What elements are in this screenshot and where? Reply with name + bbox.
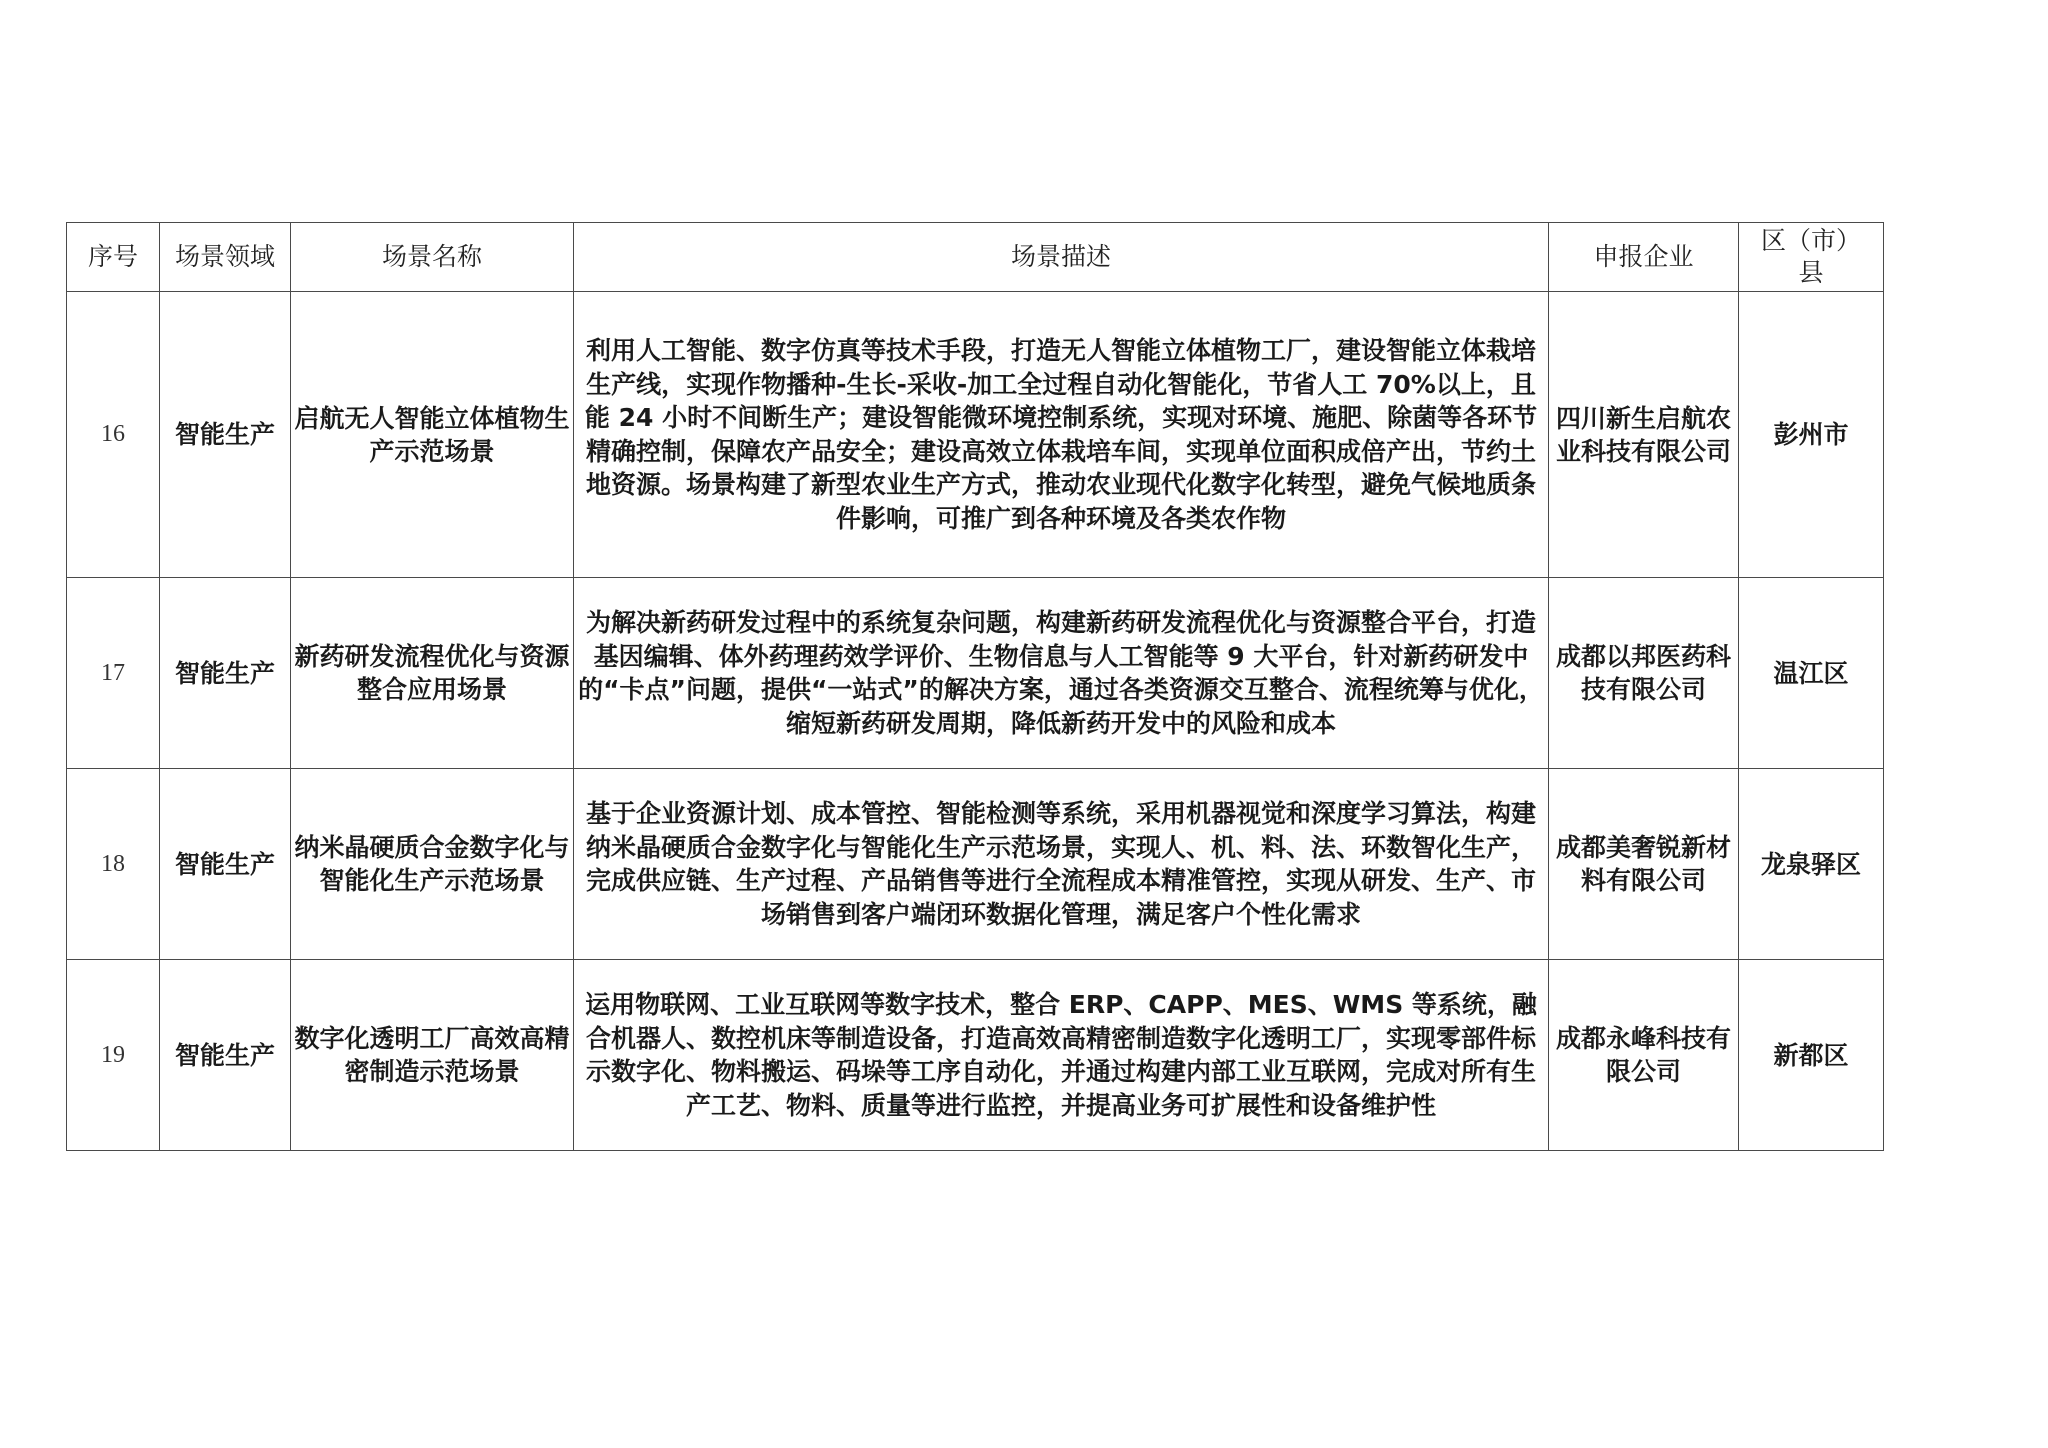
scene-domain: 智能生产 [160, 578, 291, 769]
scene-description: 为解决新药研发过程中的系统复杂问题，构建新药研发流程优化与资源整合平台，打造基因编辑、体外药理药效学评价、生物信息与人工智能等 9 大平台，针对新药研发中的“卡点”问题，提供“一站式”的解决方案，通过各类资源交互整合、流程统筹与优化，缩短新药研发周期，降低新药开发中的风险和成本 [574, 578, 1549, 769]
scene-domain: 智能生产 [160, 960, 291, 1151]
scene-description: 利用人工智能、数字仿真等技术手段，打造无人智能立体植物工厂，建设智能立体栽培生产线，实现作物播种-生长-采收-加工全过程自动化智能化，节省人工 70%以上，且能 24 小时不间断生产；建设智能微环境控制系统，实现对环境、施肥、除菌等各环节精确控制，保障农产品安全；建设高效立体栽培车间，实现单位面积成倍产出，节约土地资源。场景构建了新型农业生产方式，推动农业现代化数字化转型，避免气候地质条件影响，可推广到各种环境及各类农作物 [574, 292, 1549, 578]
district: 龙泉驿区 [1739, 769, 1884, 960]
header-company: 申报企业 [1549, 223, 1739, 292]
header-no: 序号 [67, 223, 160, 292]
district: 彭州市 [1739, 292, 1884, 578]
row-number: 19 [67, 960, 160, 1151]
scene-domain: 智能生产 [160, 769, 291, 960]
applicant-company: 四川新生启航农业科技有限公司 [1549, 292, 1739, 578]
applicant-company: 成都永峰科技有限公司 [1549, 960, 1739, 1151]
applicant-company: 成都以邦医药科技有限公司 [1549, 578, 1739, 769]
table-row [67, 769, 1884, 960]
header-desc: 场景描述 [574, 223, 1549, 292]
header-district: 区（市）县 [1739, 223, 1884, 292]
scene-domain: 智能生产 [160, 292, 291, 578]
scene-table [66, 222, 1884, 1151]
scene-name: 启航无人智能立体植物生产示范场景 [291, 292, 574, 578]
table-row [67, 578, 1884, 769]
applicant-company: 成都美奢锐新材料有限公司 [1549, 769, 1739, 960]
district: 新都区 [1739, 960, 1884, 1151]
row-number: 16 [67, 292, 160, 578]
row-number: 18 [67, 769, 160, 960]
header-name: 场景名称 [291, 223, 574, 292]
table-row [67, 292, 1884, 578]
row-number: 17 [67, 578, 160, 769]
scene-description: 基于企业资源计划、成本管控、智能检测等系统，采用机器视觉和深度学习算法，构建纳米晶硬质合金数字化与智能化生产示范场景，实现人、机、料、法、环数智化生产，完成供应链、生产过程、产品销售等进行全流程成本精准管控，实现从研发、生产、市场销售到客户端闭环数据化管理，满足客户个性化需求 [574, 769, 1549, 960]
scene-name: 数字化透明工厂高效高精密制造示范场景 [291, 960, 574, 1151]
table-header-row [67, 223, 1884, 292]
scene-name: 纳米晶硬质合金数字化与智能化生产示范场景 [291, 769, 574, 960]
scene-description: 运用物联网、工业互联网等数字技术，整合 ERP、CAPP、MES、WMS 等系统，融合机器人、数控机床等制造设备，打造高效高精密制造数字化透明工厂，实现零部件标示数字化、物料搬运、码垛等工序自动化，并通过构建内部工业互联网，完成对所有生产工艺、物料、质量等进行监控，并提高业务可扩展性和设备维护性 [574, 960, 1549, 1151]
header-domain: 场景领域 [160, 223, 291, 292]
table-row [67, 960, 1884, 1151]
district: 温江区 [1739, 578, 1884, 769]
scene-name: 新药研发流程优化与资源整合应用场景 [291, 578, 574, 769]
